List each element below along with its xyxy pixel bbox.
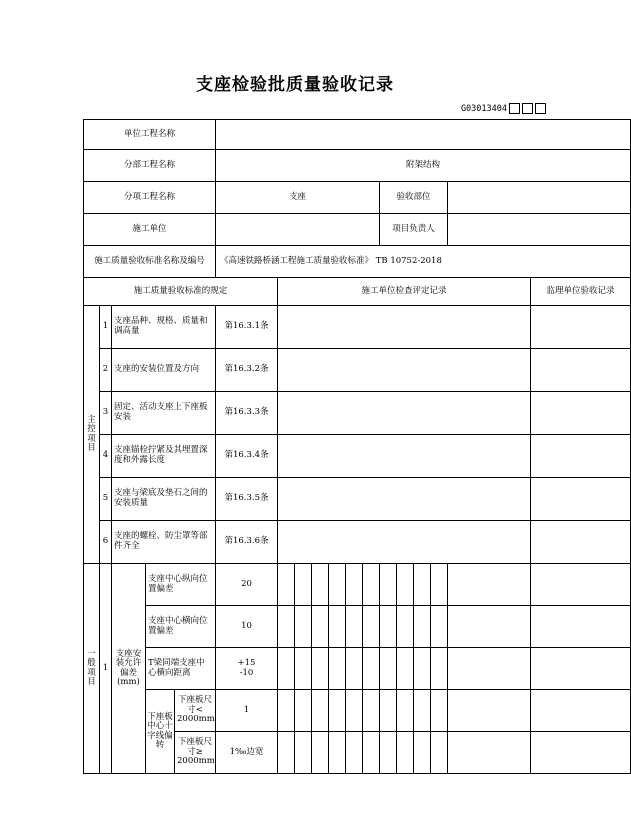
division-value[interactable]: 附架结构: [216, 150, 631, 182]
standard-value[interactable]: 《高速铁路桥涵工程施工质量验收标准》 TB 10752-2018: [216, 246, 631, 278]
code-box[interactable]: [509, 103, 520, 114]
measure-cell[interactable]: [346, 606, 363, 648]
measure-cell[interactable]: [295, 732, 312, 774]
construction-unit-label: 施工单位: [84, 214, 216, 246]
supervisor-record-cell[interactable]: [531, 690, 631, 732]
deviation-value: 1: [216, 690, 278, 732]
form-code-text: G03013404: [460, 103, 507, 114]
measure-cell[interactable]: [380, 690, 397, 732]
measure-cell[interactable]: [346, 732, 363, 774]
unit-project-value[interactable]: [216, 120, 631, 150]
contractor-record-cell[interactable]: [448, 648, 531, 690]
unit-project-label: 单位工程名称: [84, 120, 216, 150]
supervisor-record-cell[interactable]: [531, 648, 631, 690]
inspection-table: [83, 119, 631, 774]
measure-cell[interactable]: [380, 564, 397, 606]
measure-cell[interactable]: [295, 564, 312, 606]
deviation-description: 支座中心纵向位置偏差: [146, 564, 216, 606]
measure-cell[interactable]: [329, 564, 346, 606]
item-description: 支座与梁底及垫石之间的安装质量: [112, 478, 216, 521]
measure-cell[interactable]: [312, 648, 329, 690]
supervisor-record-cell[interactable]: [531, 392, 631, 435]
contractor-record-cell[interactable]: [448, 564, 531, 606]
contractor-record-cell[interactable]: [278, 435, 531, 478]
deviation-description: 下座板尺寸< 2000mm: [175, 690, 216, 732]
measure-cell[interactable]: [329, 732, 346, 774]
contractor-record-cell[interactable]: [278, 392, 531, 435]
measure-cell[interactable]: [397, 564, 414, 606]
measure-cell[interactable]: [397, 732, 414, 774]
item-clause: 第16.3.2条: [216, 349, 278, 392]
item-clause: 第16.3.4条: [216, 435, 278, 478]
measure-cell[interactable]: [414, 732, 431, 774]
item-number: 6: [100, 521, 112, 564]
general-items-group-label: 一般项目: [84, 564, 100, 774]
measure-cell[interactable]: [397, 648, 414, 690]
item-number: 1: [100, 564, 112, 774]
code-box[interactable]: [522, 103, 533, 114]
contractor-record-cell[interactable]: [278, 306, 531, 349]
measure-cell[interactable]: [363, 606, 380, 648]
form-code: [461, 101, 546, 116]
measure-cell[interactable]: [295, 606, 312, 648]
measure-cell[interactable]: [278, 690, 295, 732]
division-label: 分部工程名称: [84, 150, 216, 182]
supervisor-record-cell[interactable]: [531, 732, 631, 774]
deviation-value: 10: [216, 606, 278, 648]
measure-cell[interactable]: [295, 690, 312, 732]
measure-cell[interactable]: [414, 690, 431, 732]
measure-cell[interactable]: [278, 648, 295, 690]
item-clause: 第16.3.6条: [216, 521, 278, 564]
item-description: 固定、活动支座上下座板安装: [112, 392, 216, 435]
measure-cell[interactable]: [346, 648, 363, 690]
measure-cell[interactable]: [312, 732, 329, 774]
measure-cell[interactable]: [329, 648, 346, 690]
cross-line-group-label: 下座板中心十字线偏转: [146, 690, 175, 774]
deviation-description: 下座板尺寸≥ 2000mm: [175, 732, 216, 774]
measure-cell[interactable]: [329, 606, 346, 648]
supervisor-record-cell[interactable]: [531, 435, 631, 478]
item-number: 3: [100, 392, 112, 435]
measure-cell[interactable]: [295, 648, 312, 690]
supervisor-record-cell[interactable]: [531, 564, 631, 606]
item-number: 1: [100, 306, 112, 349]
measure-cell[interactable]: [380, 732, 397, 774]
measure-cell[interactable]: [414, 648, 431, 690]
contractor-column-header: 施工单位检查评定记录: [278, 278, 531, 306]
item-number: 5: [100, 478, 112, 521]
measure-cell[interactable]: [431, 606, 448, 648]
measure-cell[interactable]: [312, 690, 329, 732]
measure-cell[interactable]: [380, 648, 397, 690]
supervisor-record-cell[interactable]: [531, 349, 631, 392]
contractor-record-cell[interactable]: [448, 606, 531, 648]
deviation-value: 1‰边宽: [216, 732, 278, 774]
item-clause: 第16.3.5条: [216, 478, 278, 521]
item-clause: 第16.3.1条: [216, 306, 278, 349]
measure-cell[interactable]: [397, 606, 414, 648]
contractor-record-cell[interactable]: [448, 732, 531, 774]
measure-cell[interactable]: [363, 648, 380, 690]
measure-cell[interactable]: [346, 690, 363, 732]
measure-cell[interactable]: [431, 690, 448, 732]
measure-cell[interactable]: [363, 732, 380, 774]
spec-column-header: 施工质量验收标准的规定: [84, 278, 278, 306]
subdivision-label: 分项工程名称: [84, 182, 216, 214]
item-clause: 第16.3.3条: [216, 392, 278, 435]
measure-cell[interactable]: [431, 564, 448, 606]
project-manager-value[interactable]: [448, 214, 631, 246]
supervisor-record-cell[interactable]: [531, 478, 631, 521]
measure-cell[interactable]: [363, 690, 380, 732]
measure-cell[interactable]: [278, 564, 295, 606]
contractor-record-cell[interactable]: [448, 690, 531, 732]
deviation-description: 支座中心横向位置偏差: [146, 606, 216, 648]
supervisor-record-cell[interactable]: [531, 521, 631, 564]
contractor-record-cell[interactable]: [278, 478, 531, 521]
deviation-group-label: 支座安装允许偏差(mm): [112, 564, 146, 774]
measure-cell[interactable]: [414, 564, 431, 606]
measure-cell[interactable]: [329, 690, 346, 732]
item-description: 支座锚栓拧紧及其埋置深度和外露长度: [112, 435, 216, 478]
inspection-part-value[interactable]: [448, 182, 631, 214]
supervisor-column-header: 监理单位验收记录: [531, 278, 631, 306]
item-description: 支座的安装位置及方向: [112, 349, 216, 392]
standard-label: 施工质量验收标准名称及编号: [84, 246, 216, 278]
measure-cell[interactable]: [363, 564, 380, 606]
measure-cell[interactable]: [278, 732, 295, 774]
supervisor-record-cell[interactable]: [531, 606, 631, 648]
construction-unit-value[interactable]: [216, 214, 380, 246]
measure-cell[interactable]: [346, 564, 363, 606]
item-description: 支座品种、规格、质量和调高量: [112, 306, 216, 349]
item-description: 支座的螺栓、防尘罩等部件齐全: [112, 521, 216, 564]
deviation-value: +15 -10: [216, 648, 278, 690]
measure-cell[interactable]: [414, 606, 431, 648]
measure-cell[interactable]: [431, 648, 448, 690]
deviation-description: T梁同端支座中心横向距离: [146, 648, 216, 690]
contractor-record-cell[interactable]: [278, 349, 531, 392]
deviation-value: 20: [216, 564, 278, 606]
measure-cell[interactable]: [312, 606, 329, 648]
contractor-record-cell[interactable]: [278, 521, 531, 564]
page-title: 支座检验批质量验收记录: [196, 75, 394, 95]
measure-cell[interactable]: [380, 606, 397, 648]
item-number: 4: [100, 435, 112, 478]
inspection-part-label: 验收部位: [380, 182, 448, 214]
main-items-group-label: 主控项目: [84, 306, 100, 564]
measure-cell[interactable]: [312, 564, 329, 606]
code-box[interactable]: [535, 103, 546, 114]
measure-cell[interactable]: [397, 690, 414, 732]
measure-cell[interactable]: [431, 732, 448, 774]
supervisor-record-cell[interactable]: [531, 306, 631, 349]
project-manager-label: 项目负责人: [380, 214, 448, 246]
item-number: 2: [100, 349, 112, 392]
measure-cell[interactable]: [278, 606, 295, 648]
subdivision-value[interactable]: 支座: [216, 182, 380, 214]
